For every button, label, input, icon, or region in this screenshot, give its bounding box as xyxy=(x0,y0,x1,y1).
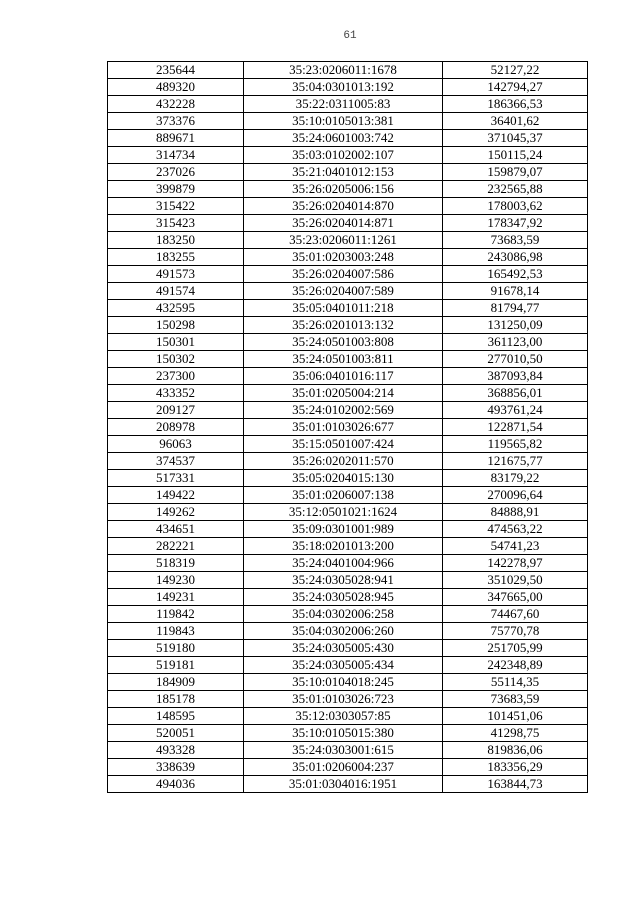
record-id-cell: 237026 xyxy=(108,164,244,181)
value-cell: 351029,50 xyxy=(443,572,588,589)
table-row xyxy=(108,402,588,419)
table-row xyxy=(108,623,588,640)
cadastral-number-cell: 35:24:0305005:430 xyxy=(244,640,443,657)
record-id-cell: 517331 xyxy=(108,470,244,487)
record-id-cell: 520051 xyxy=(108,725,244,742)
record-id-cell: 374537 xyxy=(108,453,244,470)
table-row xyxy=(108,725,588,742)
table-row xyxy=(108,742,588,759)
table-row xyxy=(108,215,588,232)
value-cell: 74467,60 xyxy=(443,606,588,623)
record-id-cell: 237300 xyxy=(108,368,244,385)
value-cell: 186366,53 xyxy=(443,96,588,113)
value-cell: 73683,59 xyxy=(443,691,588,708)
table-row xyxy=(108,249,588,266)
record-id-cell: 519180 xyxy=(108,640,244,657)
value-cell: 183356,29 xyxy=(443,759,588,776)
cadastral-number-cell: 35:01:0206007:138 xyxy=(244,487,443,504)
record-id-cell: 314734 xyxy=(108,147,244,164)
record-id-cell: 491573 xyxy=(108,266,244,283)
cadastral-number-cell: 35:26:0205006:156 xyxy=(244,181,443,198)
table-row xyxy=(108,504,588,521)
table-row xyxy=(108,657,588,674)
value-cell: 142794,27 xyxy=(443,79,588,96)
table-row xyxy=(108,266,588,283)
value-cell: 242348,89 xyxy=(443,657,588,674)
record-id-cell: 889671 xyxy=(108,130,244,147)
table-row xyxy=(108,96,588,113)
table-row xyxy=(108,521,588,538)
value-cell: 474563,22 xyxy=(443,521,588,538)
value-cell: 142278,97 xyxy=(443,555,588,572)
cadastral-number-cell: 35:06:0401016:117 xyxy=(244,368,443,385)
record-id-cell: 119842 xyxy=(108,606,244,623)
record-id-cell: 433352 xyxy=(108,385,244,402)
cadastral-number-cell: 35:24:0305028:945 xyxy=(244,589,443,606)
cadastral-number-cell: 35:24:0305028:941 xyxy=(244,572,443,589)
cadastral-number-cell: 35:24:0305005:434 xyxy=(244,657,443,674)
record-id-cell: 119843 xyxy=(108,623,244,640)
page-number: 61 xyxy=(343,30,357,42)
cadastral-number-cell: 35:01:0103026:723 xyxy=(244,691,443,708)
cadastral-number-cell: 35:26:0204014:871 xyxy=(244,215,443,232)
table-row xyxy=(108,708,588,725)
table-row xyxy=(108,283,588,300)
value-cell: 277010,50 xyxy=(443,351,588,368)
cadastral-number-cell: 35:24:0601003:742 xyxy=(244,130,443,147)
value-cell: 119565,82 xyxy=(443,436,588,453)
table-row xyxy=(108,589,588,606)
cadastral-number-cell: 35:24:0501003:811 xyxy=(244,351,443,368)
record-id-cell: 96063 xyxy=(108,436,244,453)
record-id-cell: 150301 xyxy=(108,334,244,351)
table-row xyxy=(108,606,588,623)
table-row xyxy=(108,334,588,351)
table-row xyxy=(108,453,588,470)
value-cell: 55114,35 xyxy=(443,674,588,691)
table-row xyxy=(108,419,588,436)
value-cell: 159879,07 xyxy=(443,164,588,181)
cadastral-number-cell: 35:04:0302006:258 xyxy=(244,606,443,623)
value-cell: 91678,14 xyxy=(443,283,588,300)
record-id-cell: 183250 xyxy=(108,232,244,249)
cadastral-number-cell: 35:01:0206004:237 xyxy=(244,759,443,776)
table-row xyxy=(108,232,588,249)
record-id-cell: 494036 xyxy=(108,776,244,793)
cadastral-number-cell: 35:26:0201013:132 xyxy=(244,317,443,334)
cadastral-number-cell: 35:01:0203003:248 xyxy=(244,249,443,266)
cadastral-number-cell: 35:26:0204007:586 xyxy=(244,266,443,283)
record-id-cell: 338639 xyxy=(108,759,244,776)
table-row xyxy=(108,436,588,453)
record-id-cell: 315422 xyxy=(108,198,244,215)
value-cell: 270096,64 xyxy=(443,487,588,504)
record-id-cell: 208978 xyxy=(108,419,244,436)
cadastral-number-cell: 35:01:0205004:214 xyxy=(244,385,443,402)
value-cell: 178003,62 xyxy=(443,198,588,215)
record-id-cell: 373376 xyxy=(108,113,244,130)
value-cell: 232565,88 xyxy=(443,181,588,198)
value-cell: 361123,00 xyxy=(443,334,588,351)
table-row xyxy=(108,62,588,79)
record-id-cell: 185178 xyxy=(108,691,244,708)
table-row xyxy=(108,300,588,317)
table-row xyxy=(108,674,588,691)
record-id-cell: 148595 xyxy=(108,708,244,725)
table-row xyxy=(108,691,588,708)
value-cell: 121675,77 xyxy=(443,453,588,470)
cadastral-number-cell: 35:05:0401011:218 xyxy=(244,300,443,317)
cadastral-number-cell: 35:09:0301001:989 xyxy=(244,521,443,538)
cadastral-number-cell: 35:26:0204007:589 xyxy=(244,283,443,300)
cadastral-number-cell: 35:10:0104018:245 xyxy=(244,674,443,691)
record-id-cell: 489320 xyxy=(108,79,244,96)
record-id-cell: 183255 xyxy=(108,249,244,266)
table-row xyxy=(108,181,588,198)
cadastral-number-cell: 35:26:0202011:570 xyxy=(244,453,443,470)
value-cell: 122871,54 xyxy=(443,419,588,436)
value-cell: 73683,59 xyxy=(443,232,588,249)
table-row xyxy=(108,470,588,487)
record-id-cell: 149230 xyxy=(108,572,244,589)
cadastral-number-cell: 35:04:0302006:260 xyxy=(244,623,443,640)
table-row xyxy=(108,164,588,181)
table-row xyxy=(108,147,588,164)
table-row xyxy=(108,555,588,572)
cadastral-number-cell: 35:10:0105013:381 xyxy=(244,113,443,130)
cadastral-number-cell: 35:21:0401012:153 xyxy=(244,164,443,181)
record-id-cell: 209127 xyxy=(108,402,244,419)
table-row xyxy=(108,385,588,402)
value-cell: 368856,01 xyxy=(443,385,588,402)
cadastral-number-cell: 35:12:0501021:1624 xyxy=(244,504,443,521)
cadastral-number-cell: 35:26:0204014:870 xyxy=(244,198,443,215)
record-id-cell: 434651 xyxy=(108,521,244,538)
cadastral-number-cell: 35:05:0204015:130 xyxy=(244,470,443,487)
table-row xyxy=(108,130,588,147)
record-id-cell: 518319 xyxy=(108,555,244,572)
value-cell: 347665,00 xyxy=(443,589,588,606)
cadastral-number-cell: 35:10:0105015:380 xyxy=(244,725,443,742)
value-cell: 243086,98 xyxy=(443,249,588,266)
table-row xyxy=(108,113,588,130)
cadastral-number-cell: 35:04:0301013:192 xyxy=(244,79,443,96)
table-row xyxy=(108,487,588,504)
table-body xyxy=(108,62,588,793)
value-cell: 178347,92 xyxy=(443,215,588,232)
record-id-cell: 282221 xyxy=(108,538,244,555)
record-id-cell: 315423 xyxy=(108,215,244,232)
value-cell: 54741,23 xyxy=(443,538,588,555)
cadastral-number-cell: 35:22:0311005:83 xyxy=(244,96,443,113)
table-row xyxy=(108,198,588,215)
cadastral-number-cell: 35:24:0501003:808 xyxy=(244,334,443,351)
value-cell: 163844,73 xyxy=(443,776,588,793)
value-cell: 36401,62 xyxy=(443,113,588,130)
record-id-cell: 149262 xyxy=(108,504,244,521)
record-id-cell: 519181 xyxy=(108,657,244,674)
record-id-cell: 149422 xyxy=(108,487,244,504)
record-id-cell: 432595 xyxy=(108,300,244,317)
table-row xyxy=(108,640,588,657)
cadastral-number-cell: 35:12:0303057:85 xyxy=(244,708,443,725)
value-cell: 165492,53 xyxy=(443,266,588,283)
record-id-cell: 149231 xyxy=(108,589,244,606)
table-row xyxy=(108,572,588,589)
value-cell: 819836,06 xyxy=(443,742,588,759)
table-row xyxy=(108,351,588,368)
cadastral-number-cell: 35:18:0201013:200 xyxy=(244,538,443,555)
cadastral-number-cell: 35:24:0303001:615 xyxy=(244,742,443,759)
value-cell: 131250,09 xyxy=(443,317,588,334)
cadastral-number-cell: 35:01:0304016:1951 xyxy=(244,776,443,793)
value-cell: 150115,24 xyxy=(443,147,588,164)
record-id-cell: 432228 xyxy=(108,96,244,113)
cadastral-number-cell: 35:24:0401004:966 xyxy=(244,555,443,572)
table-row xyxy=(108,79,588,96)
value-cell: 371045,37 xyxy=(443,130,588,147)
value-cell: 41298,75 xyxy=(443,725,588,742)
cadastral-number-cell: 35:15:0501007:424 xyxy=(244,436,443,453)
table-row xyxy=(108,776,588,793)
value-cell: 101451,06 xyxy=(443,708,588,725)
table-row xyxy=(108,759,588,776)
value-cell: 84888,91 xyxy=(443,504,588,521)
record-id-cell: 493328 xyxy=(108,742,244,759)
record-id-cell: 184909 xyxy=(108,674,244,691)
value-cell: 493761,24 xyxy=(443,402,588,419)
value-cell: 251705,99 xyxy=(443,640,588,657)
record-id-cell: 150298 xyxy=(108,317,244,334)
value-cell: 75770,78 xyxy=(443,623,588,640)
cadastral-number-cell: 35:24:0102002:569 xyxy=(244,402,443,419)
record-id-cell: 399879 xyxy=(108,181,244,198)
table-row xyxy=(108,317,588,334)
value-cell: 52127,22 xyxy=(443,62,588,79)
value-cell: 81794,77 xyxy=(443,300,588,317)
value-cell: 387093,84 xyxy=(443,368,588,385)
value-cell: 83179,22 xyxy=(443,470,588,487)
record-id-cell: 235644 xyxy=(108,62,244,79)
table-row xyxy=(108,538,588,555)
record-id-cell: 491574 xyxy=(108,283,244,300)
table-row xyxy=(108,368,588,385)
cadastral-number-cell: 35:03:0102002:107 xyxy=(244,147,443,164)
record-id-cell: 150302 xyxy=(108,351,244,368)
cadastral-number-cell: 35:23:0206011:1678 xyxy=(244,62,443,79)
registry-table xyxy=(107,61,588,793)
cadastral-number-cell: 35:23:0206011:1261 xyxy=(244,232,443,249)
cadastral-number-cell: 35:01:0103026:677 xyxy=(244,419,443,436)
